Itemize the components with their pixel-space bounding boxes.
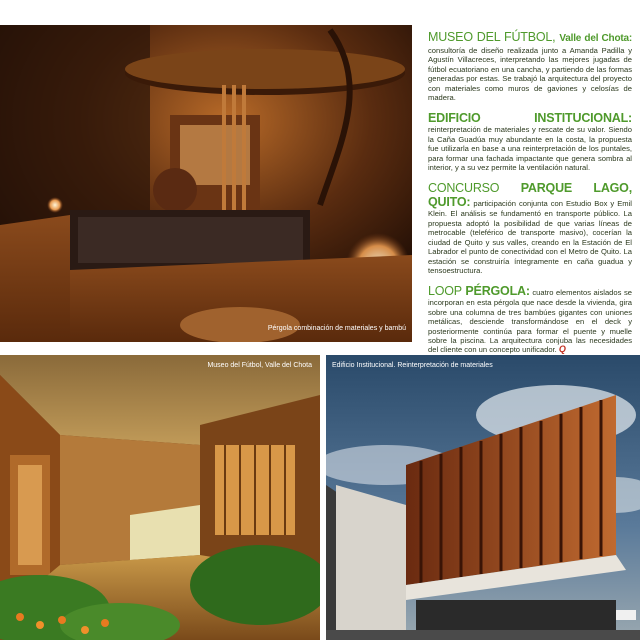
section-museo: [428, 30, 632, 102]
section-concurso-heading-bold: PARQUE LAGO, QUITO:: [428, 181, 632, 210]
section-museo-heading: [428, 30, 632, 44]
section-loop-body: cuatro elementos aislados se incorporan en esta pérgola que nace desde la vivienda, gira sobre una columna de tres bambúes gigantes con uniones metálicas, desciende transformándose en el deck y posteriormente continúa para formar el puente y muelle sobre la piscina. La arquitectura conjuba las necesidades del cliente con un concepto unificador.: [428, 288, 632, 355]
museo-render: [0, 355, 320, 640]
section-museo-body: consultoría de diseño realizada junto a Amanda Padilla y Agustín Villacreces, interpretando las mejores jugadas de fútbol ecuatoriano en una cancha, y partiendo de las formas generadas por estas. Se trabajó la arquitectura del proyecto con materiales como muros de gaviones y celosías de madera.: [428, 46, 632, 103]
section-museo-heading-sub: Valle del Chota:: [559, 33, 632, 44]
pergola-photo: [0, 25, 412, 342]
section-edificio: [428, 111, 632, 172]
pergola-caption: Pérgola combinación de materiales y bambú: [267, 325, 406, 332]
edificio-render: [326, 355, 640, 640]
edificio-caption: Edificio Institucional. Reinterpretación de materiales: [332, 362, 493, 369]
edificio-photo: [326, 355, 640, 640]
section-edificio-heading: EDIFICIO INSTITUCIONAL:: [428, 111, 632, 126]
section-concurso-body: participación conjunta con Estudio Box y Emil Klein. El análisis se fundamentó en transporte público. La propuesta adoptó la posibilidad de que varias líneas de metrocable (teleférico de transporte masivo), cocerían la ciudad de Quito y sus valles, creando en la Estación de El Labrador el punto de conectividad con el Metro de Quito. La estación se construiría íntegramente en caña guadua y tensoestructura.: [428, 199, 632, 275]
section-loop-heading-bold: PÉRGOLA:: [465, 284, 530, 299]
pergola-render: [0, 25, 412, 342]
article-text-column: [428, 30, 632, 364]
section-edificio-body: reinterpretación de materiales y rescate de su valor. Siendo la Caña Guadúa muy abundante en la costa, la propuesta fue utilizarla en base a una reinterpretación de los puntales, para formar una fachada impactante que genera sombra al interior, y a su vez permite la ventilación natural.: [428, 125, 632, 173]
section-concurso: [428, 181, 632, 275]
section-loop-heading-light: LOOP: [428, 284, 462, 299]
section-loop-heading: [428, 284, 530, 298]
museo-caption: Museo del Fútbol, Valle del Chota: [207, 362, 312, 369]
section-museo-heading-main: MUSEO DEL FÚTBOL,: [428, 30, 556, 44]
section-loop: [428, 284, 632, 354]
end-mark-logo: Q: [558, 344, 566, 355]
section-concurso-heading-light: CONCURSO: [428, 181, 500, 196]
museo-photo: [0, 355, 320, 640]
